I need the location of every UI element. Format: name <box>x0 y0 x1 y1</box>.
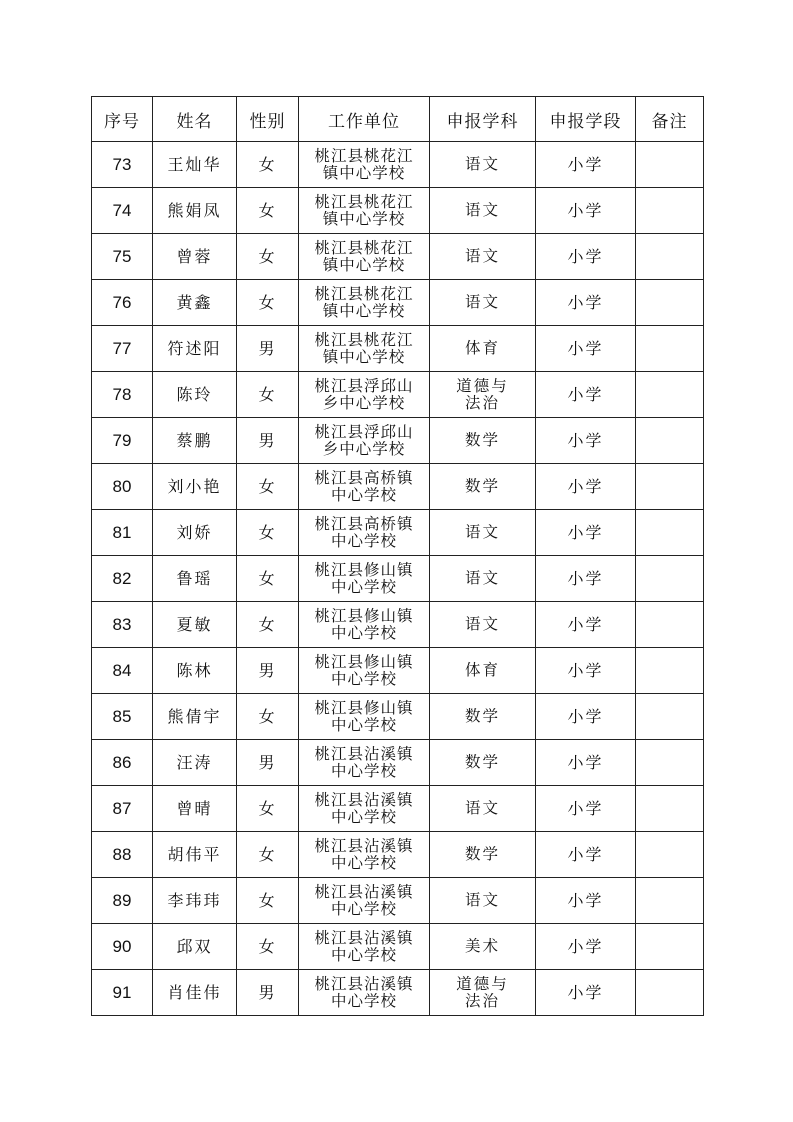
row-gender-line: 女 <box>258 154 277 174</box>
row-number-line: 89 <box>112 890 132 910</box>
row-subject-line: 法治 <box>464 991 500 1010</box>
row-subject <box>430 786 536 832</box>
row-stage <box>536 418 636 464</box>
row-note <box>636 924 704 970</box>
row-stage <box>536 326 636 372</box>
row-subject <box>430 510 536 556</box>
row-unit-line: 桃江县桃花江 <box>314 238 414 257</box>
row-gender-line: 女 <box>258 798 277 818</box>
row-number <box>92 510 153 556</box>
row-note <box>636 694 704 740</box>
table-body <box>92 142 704 1016</box>
row-subject <box>430 372 536 418</box>
row-unit <box>299 694 430 740</box>
row-subject-line: 数学 <box>464 707 500 725</box>
row-gender-line: 女 <box>258 614 277 634</box>
row-note <box>636 786 704 832</box>
row-unit-line: 镇中心学校 <box>322 301 406 320</box>
row-unit <box>299 280 430 326</box>
row-number-line: 84 <box>112 660 132 680</box>
row-gender-line: 女 <box>258 522 277 542</box>
row-subject <box>430 648 536 694</box>
row-unit <box>299 142 430 188</box>
row-number <box>92 786 153 832</box>
row-gender-line: 女 <box>258 936 277 956</box>
row-name-line: 蔡鹏 <box>176 430 213 450</box>
row-stage-line: 小学 <box>567 614 604 634</box>
row-stage <box>536 556 636 602</box>
row-subject-line: 数学 <box>464 477 500 495</box>
table-row <box>92 602 704 648</box>
row-stage-line: 小学 <box>567 154 604 174</box>
row-name <box>153 740 237 786</box>
row-gender <box>237 418 299 464</box>
row-stage <box>536 740 636 786</box>
row-number-line: 81 <box>112 522 132 542</box>
row-name-line: 刘娇 <box>176 522 213 542</box>
row-unit-line: 中心学校 <box>330 945 397 964</box>
table-row <box>92 464 704 510</box>
row-number-line: 83 <box>112 614 132 634</box>
row-unit-line: 中心学校 <box>330 991 397 1010</box>
row-stage <box>536 464 636 510</box>
row-number-line: 90 <box>112 936 132 956</box>
row-unit-line: 乡中心学校 <box>322 393 406 412</box>
row-unit-line: 桃江县沾溪镇 <box>314 928 414 947</box>
row-name <box>153 418 237 464</box>
row-stage <box>536 970 636 1016</box>
row-number <box>92 464 153 510</box>
row-number <box>92 418 153 464</box>
row-gender <box>237 326 299 372</box>
row-stage-line: 小学 <box>567 246 604 266</box>
row-name <box>153 878 237 924</box>
table-row <box>92 372 704 418</box>
row-gender-line: 女 <box>258 292 277 312</box>
row-unit-line: 镇中心学校 <box>322 255 406 274</box>
row-stage <box>536 188 636 234</box>
row-subject-line: 语文 <box>464 569 500 587</box>
row-number <box>92 142 153 188</box>
row-gender <box>237 832 299 878</box>
row-note <box>636 188 704 234</box>
row-name-line: 胡伟平 <box>167 844 222 864</box>
row-stage <box>536 694 636 740</box>
row-subject <box>430 464 536 510</box>
row-subject-line: 语文 <box>464 523 500 541</box>
row-subject <box>430 970 536 1016</box>
row-gender-line: 女 <box>258 844 277 864</box>
row-gender <box>237 556 299 602</box>
row-name <box>153 326 237 372</box>
header-name: 姓名 <box>153 97 237 142</box>
row-unit <box>299 326 430 372</box>
row-stage-line: 小学 <box>567 752 604 772</box>
row-unit-line: 桃江县沾溪镇 <box>314 882 414 901</box>
row-stage-line: 小学 <box>567 844 604 864</box>
row-unit-line: 桃江县桃花江 <box>314 192 414 211</box>
row-name-line: 肖佳伟 <box>167 982 222 1002</box>
row-unit-line: 乡中心学校 <box>322 439 406 458</box>
row-name <box>153 556 237 602</box>
row-unit <box>299 510 430 556</box>
row-unit-line: 桃江县沾溪镇 <box>314 744 414 763</box>
row-gender-line: 女 <box>258 706 277 726</box>
row-name-line: 熊娟凤 <box>167 200 222 220</box>
table-row <box>92 924 704 970</box>
row-name <box>153 970 237 1016</box>
row-number <box>92 602 153 648</box>
table-row <box>92 510 704 556</box>
row-gender <box>237 878 299 924</box>
row-name-line: 刘小艳 <box>167 476 222 496</box>
row-name <box>153 188 237 234</box>
row-stage <box>536 602 636 648</box>
row-name-line: 陈玲 <box>176 384 213 404</box>
row-gender <box>237 786 299 832</box>
row-subject <box>430 418 536 464</box>
row-subject-line: 法治 <box>464 393 500 412</box>
row-name <box>153 648 237 694</box>
table-row <box>92 786 704 832</box>
row-name-line: 熊倩宇 <box>167 706 222 726</box>
row-unit-line: 桃江县修山镇 <box>314 560 414 579</box>
table-row <box>92 694 704 740</box>
row-subject-line: 道德与 <box>456 376 509 395</box>
row-subject-line: 语文 <box>464 293 500 311</box>
row-number <box>92 924 153 970</box>
row-name-line: 鲁瑶 <box>176 568 213 588</box>
header-row <box>92 97 704 142</box>
row-name <box>153 510 237 556</box>
row-unit-line: 桃江县修山镇 <box>314 698 414 717</box>
row-gender-line: 女 <box>258 568 277 588</box>
table-row <box>92 648 704 694</box>
row-number <box>92 556 153 602</box>
row-gender-line: 女 <box>258 890 277 910</box>
row-number <box>92 970 153 1016</box>
row-subject-line: 数学 <box>464 845 500 863</box>
row-stage <box>536 142 636 188</box>
row-gender-line: 男 <box>258 752 277 772</box>
row-subject-line: 语文 <box>464 155 500 173</box>
row-name-line: 李玮玮 <box>167 890 222 910</box>
row-unit-line: 桃江县高桥镇 <box>314 514 414 533</box>
row-number <box>92 280 153 326</box>
row-unit-line: 中心学校 <box>330 853 397 872</box>
row-name-line: 汪涛 <box>176 752 213 772</box>
row-stage-line: 小学 <box>567 890 604 910</box>
row-name-line: 符述阳 <box>167 338 222 358</box>
header-gender: 性别 <box>237 97 299 142</box>
row-subject-line: 语文 <box>464 799 500 817</box>
row-subject-line: 语文 <box>464 615 500 633</box>
row-name <box>153 832 237 878</box>
row-unit <box>299 602 430 648</box>
row-name <box>153 694 237 740</box>
row-unit-line: 中心学校 <box>330 761 397 780</box>
row-unit-line: 桃江县修山镇 <box>314 652 414 671</box>
row-note <box>636 648 704 694</box>
row-unit-line: 桃江县高桥镇 <box>314 468 414 487</box>
header-no: 序号 <box>92 97 153 142</box>
row-subject <box>430 878 536 924</box>
row-number-line: 88 <box>112 844 132 864</box>
row-name-line: 邱双 <box>176 936 213 956</box>
row-number <box>92 372 153 418</box>
row-name <box>153 142 237 188</box>
row-unit <box>299 372 430 418</box>
row-name-line: 夏敏 <box>176 614 213 634</box>
header-subject: 申报学科 <box>430 97 536 142</box>
row-subject-line: 数学 <box>464 431 500 449</box>
row-number <box>92 188 153 234</box>
row-gender <box>237 602 299 648</box>
row-gender-line: 女 <box>258 476 277 496</box>
row-gender-line: 男 <box>258 982 277 1002</box>
row-gender-line: 男 <box>258 338 277 358</box>
row-unit-line: 中心学校 <box>330 577 397 596</box>
row-subject <box>430 602 536 648</box>
row-stage <box>536 510 636 556</box>
row-note <box>636 234 704 280</box>
row-gender <box>237 694 299 740</box>
row-name-line: 曾蓉 <box>176 246 213 266</box>
table-row <box>92 280 704 326</box>
row-note <box>636 832 704 878</box>
row-stage <box>536 234 636 280</box>
row-stage-line: 小学 <box>567 798 604 818</box>
row-subject-line: 语文 <box>464 247 500 265</box>
row-stage <box>536 372 636 418</box>
row-number-line: 86 <box>112 752 132 772</box>
row-subject <box>430 924 536 970</box>
table-row <box>92 832 704 878</box>
row-gender <box>237 372 299 418</box>
row-gender <box>237 648 299 694</box>
row-stage-line: 小学 <box>567 476 604 496</box>
row-note <box>636 464 704 510</box>
row-stage <box>536 924 636 970</box>
row-unit-line: 桃江县沾溪镇 <box>314 790 414 809</box>
row-stage <box>536 832 636 878</box>
row-subject <box>430 188 536 234</box>
row-unit-line: 桃江县桃花江 <box>314 146 414 165</box>
row-note <box>636 970 704 1016</box>
row-number <box>92 832 153 878</box>
row-name <box>153 464 237 510</box>
row-unit-line: 桃江县浮邱山 <box>314 376 414 395</box>
row-unit-line: 桃江县桃花江 <box>314 284 414 303</box>
table-row <box>92 418 704 464</box>
row-unit <box>299 188 430 234</box>
row-name <box>153 280 237 326</box>
row-stage <box>536 280 636 326</box>
row-name <box>153 602 237 648</box>
row-gender <box>237 970 299 1016</box>
row-unit-line: 中心学校 <box>330 715 397 734</box>
row-unit-line: 中心学校 <box>330 807 397 826</box>
row-gender <box>237 510 299 556</box>
row-note <box>636 602 704 648</box>
row-subject-line: 数学 <box>464 753 500 771</box>
row-unit-line: 中心学校 <box>330 623 397 642</box>
table-row <box>92 234 704 280</box>
row-gender-line: 男 <box>258 430 277 450</box>
row-number-line: 80 <box>112 476 132 496</box>
row-gender <box>237 740 299 786</box>
row-number-line: 73 <box>112 154 132 174</box>
row-unit-line: 镇中心学校 <box>322 347 406 366</box>
row-note <box>636 510 704 556</box>
row-subject <box>430 234 536 280</box>
row-name <box>153 924 237 970</box>
row-stage-line: 小学 <box>567 522 604 542</box>
row-unit-line: 镇中心学校 <box>322 163 406 182</box>
row-number-line: 77 <box>112 338 132 358</box>
row-name-line: 王灿华 <box>167 154 222 174</box>
row-unit <box>299 878 430 924</box>
row-number-line: 85 <box>112 706 132 726</box>
table-row <box>92 326 704 372</box>
row-gender <box>237 924 299 970</box>
row-number <box>92 326 153 372</box>
row-number <box>92 740 153 786</box>
table-row <box>92 970 704 1016</box>
row-subject <box>430 280 536 326</box>
row-number-line: 79 <box>112 430 132 450</box>
row-unit <box>299 556 430 602</box>
table-row <box>92 878 704 924</box>
row-number-line: 78 <box>112 384 132 404</box>
row-gender-line: 女 <box>258 200 277 220</box>
row-number <box>92 648 153 694</box>
row-gender-line: 男 <box>258 660 277 680</box>
row-note <box>636 142 704 188</box>
row-subject <box>430 694 536 740</box>
row-subject-line: 语文 <box>464 201 500 219</box>
row-unit-line: 桃江县桃花江 <box>314 330 414 349</box>
row-stage-line: 小学 <box>567 384 604 404</box>
row-stage-line: 小学 <box>567 430 604 450</box>
roster-table <box>91 96 704 1016</box>
row-gender-line: 女 <box>258 246 277 266</box>
row-subject <box>430 556 536 602</box>
row-subject-line: 体育 <box>464 661 500 679</box>
row-stage <box>536 648 636 694</box>
row-number-line: 87 <box>112 798 132 818</box>
row-subject <box>430 832 536 878</box>
row-note <box>636 326 704 372</box>
row-subject-line: 道德与 <box>456 974 509 993</box>
table-row <box>92 740 704 786</box>
row-unit <box>299 464 430 510</box>
row-unit-line: 桃江县浮邱山 <box>314 422 414 441</box>
row-note <box>636 556 704 602</box>
row-unit-line: 中心学校 <box>330 669 397 688</box>
row-note <box>636 740 704 786</box>
row-unit <box>299 832 430 878</box>
table-row <box>92 142 704 188</box>
row-note <box>636 280 704 326</box>
row-subject <box>430 142 536 188</box>
row-stage-line: 小学 <box>567 660 604 680</box>
row-number-line: 75 <box>112 246 132 266</box>
row-stage-line: 小学 <box>567 982 604 1002</box>
row-subject <box>430 326 536 372</box>
row-number-line: 74 <box>112 200 132 220</box>
table-row <box>92 188 704 234</box>
row-unit <box>299 234 430 280</box>
row-name-line: 黄鑫 <box>176 292 213 312</box>
row-unit-line: 桃江县修山镇 <box>314 606 414 625</box>
row-number <box>92 234 153 280</box>
row-gender <box>237 464 299 510</box>
row-stage-line: 小学 <box>567 568 604 588</box>
row-stage-line: 小学 <box>567 200 604 220</box>
row-unit-line: 桃江县沾溪镇 <box>314 974 414 993</box>
row-unit-line: 镇中心学校 <box>322 209 406 228</box>
header-note: 备注 <box>636 97 704 142</box>
row-stage <box>536 878 636 924</box>
row-name <box>153 234 237 280</box>
row-subject <box>430 740 536 786</box>
table-row <box>92 556 704 602</box>
row-gender <box>237 280 299 326</box>
row-gender-line: 女 <box>258 384 277 404</box>
row-number-line: 82 <box>112 568 132 588</box>
row-gender <box>237 188 299 234</box>
row-stage-line: 小学 <box>567 338 604 358</box>
row-unit-line: 中心学校 <box>330 485 397 504</box>
row-unit <box>299 740 430 786</box>
row-unit <box>299 970 430 1016</box>
row-number <box>92 694 153 740</box>
row-number-line: 76 <box>112 292 132 312</box>
row-note <box>636 878 704 924</box>
row-gender <box>237 234 299 280</box>
row-subject-line: 美术 <box>464 937 500 955</box>
row-number <box>92 878 153 924</box>
header-stage: 申报学段 <box>536 97 636 142</box>
row-unit <box>299 924 430 970</box>
row-subject-line: 体育 <box>464 339 500 357</box>
row-unit <box>299 786 430 832</box>
row-name-line: 曾晴 <box>176 798 213 818</box>
row-gender <box>237 142 299 188</box>
row-subject-line: 语文 <box>464 891 500 909</box>
row-unit-line: 中心学校 <box>330 531 397 550</box>
row-unit-line: 桃江县沾溪镇 <box>314 836 414 855</box>
row-unit-line: 中心学校 <box>330 899 397 918</box>
row-number-line: 91 <box>112 982 132 1002</box>
row-unit <box>299 418 430 464</box>
row-name <box>153 786 237 832</box>
row-name <box>153 372 237 418</box>
row-stage-line: 小学 <box>567 936 604 956</box>
row-stage-line: 小学 <box>567 706 604 726</box>
row-note <box>636 418 704 464</box>
row-unit <box>299 648 430 694</box>
header-unit: 工作单位 <box>299 97 430 142</box>
row-stage-line: 小学 <box>567 292 604 312</box>
row-note <box>636 372 704 418</box>
row-name-line: 陈林 <box>176 660 213 680</box>
row-stage <box>536 786 636 832</box>
